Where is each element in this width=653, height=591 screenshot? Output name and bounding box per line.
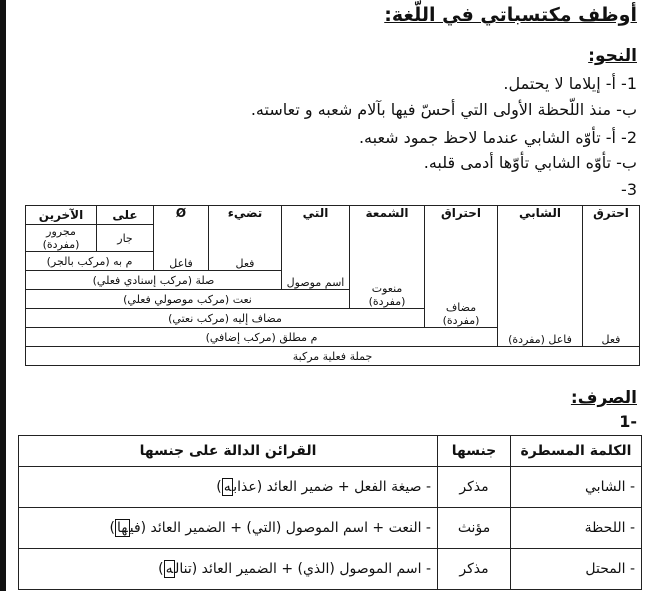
group: نعت (مركب موصولي فعلي) — [26, 290, 350, 309]
word: - المحتل — [511, 549, 642, 590]
boxed-suffix: ه — [165, 561, 174, 577]
word: Ø — [175, 206, 187, 220]
word: الشمعة — [365, 206, 409, 220]
role: مضاف (مفردة) — [442, 301, 480, 327]
word: الشابي — [519, 206, 561, 220]
clue-end: ) — [216, 479, 222, 495]
role: فعل — [235, 257, 255, 270]
clues — [19, 549, 438, 590]
role: فعل — [601, 333, 621, 346]
gender: مذكر — [438, 549, 511, 590]
group: م به (مركب بالجر) — [26, 252, 154, 271]
nahw-heading: النحو: — [588, 46, 637, 66]
role: فاعل — [169, 257, 193, 270]
sarf-table — [18, 435, 642, 590]
column-header: الكلمة المسطرة — [511, 436, 642, 467]
clues — [19, 467, 438, 508]
clues — [19, 508, 438, 549]
word: احترق — [593, 206, 629, 220]
word: على — [97, 206, 154, 225]
clue-end: ) — [158, 561, 164, 577]
scan-edge — [0, 0, 6, 591]
group: صلة (مركب إسنادي فعلي) — [26, 271, 282, 290]
gender: مذكر — [438, 467, 511, 508]
word: الآخرين — [26, 206, 97, 225]
page-title: أوظف مكتسباتي في اللّغة: — [384, 4, 637, 26]
nahw-line: ب- تأوّه الشابي تأوّها أدمى قلبه. — [423, 153, 637, 172]
clue-text: - اسم الموصول (الذي) + الضمير العائد (تنال — [175, 561, 431, 577]
nahw-line: 3- — [621, 180, 637, 199]
role: مجرور (مفردة) — [26, 225, 97, 252]
word: تضيء — [227, 206, 263, 220]
word: - اللحظة — [511, 508, 642, 549]
nahw-line: 1- أ- إيلاما لا يحتمل. — [503, 74, 637, 93]
boxed-suffix: ها — [117, 520, 128, 536]
role: جار — [97, 225, 154, 252]
sarf-heading: الصرف: — [570, 388, 637, 408]
clue-text: - صيغة الفعل + ضمير العائد (عذاب — [233, 479, 431, 495]
boxed-suffix: ه — [223, 479, 232, 495]
column-header: جنسها — [438, 436, 511, 467]
group: مضاف إليه (مركب نعتي) — [26, 309, 425, 328]
clue-text: - النعت + اسم الموصول (التي) + الضمير العائد (في — [129, 520, 431, 536]
word: - الشابي — [511, 467, 642, 508]
word: احتراق — [441, 206, 481, 220]
grammar-analysis-table — [25, 205, 640, 366]
column-header: القرائن الدالة على جنسها — [19, 436, 438, 467]
table-row — [19, 508, 642, 549]
gender: مؤنث — [438, 508, 511, 549]
nahw-line: 2- أ- تأوّه الشابي عندما لاحظ جمود شعبه. — [358, 128, 637, 147]
group: م مطلق (مركب إضافي) — [26, 328, 498, 347]
role: فاعل (مفردة) — [508, 333, 572, 346]
table-row — [19, 549, 642, 590]
word: التي — [302, 206, 329, 220]
role: منعوت (مفردة) — [368, 282, 406, 308]
nahw-line: ب- منذ اللّحظة الأولى التي أحسّ فيها بآلام شعبه و تعاسته. — [250, 100, 637, 119]
group: جملة فعلية مركبة — [26, 347, 640, 366]
clue-end: ) — [109, 520, 115, 536]
sarf-item: -1 — [619, 412, 637, 431]
table-row — [19, 467, 642, 508]
role: اسم موصول — [286, 276, 345, 289]
